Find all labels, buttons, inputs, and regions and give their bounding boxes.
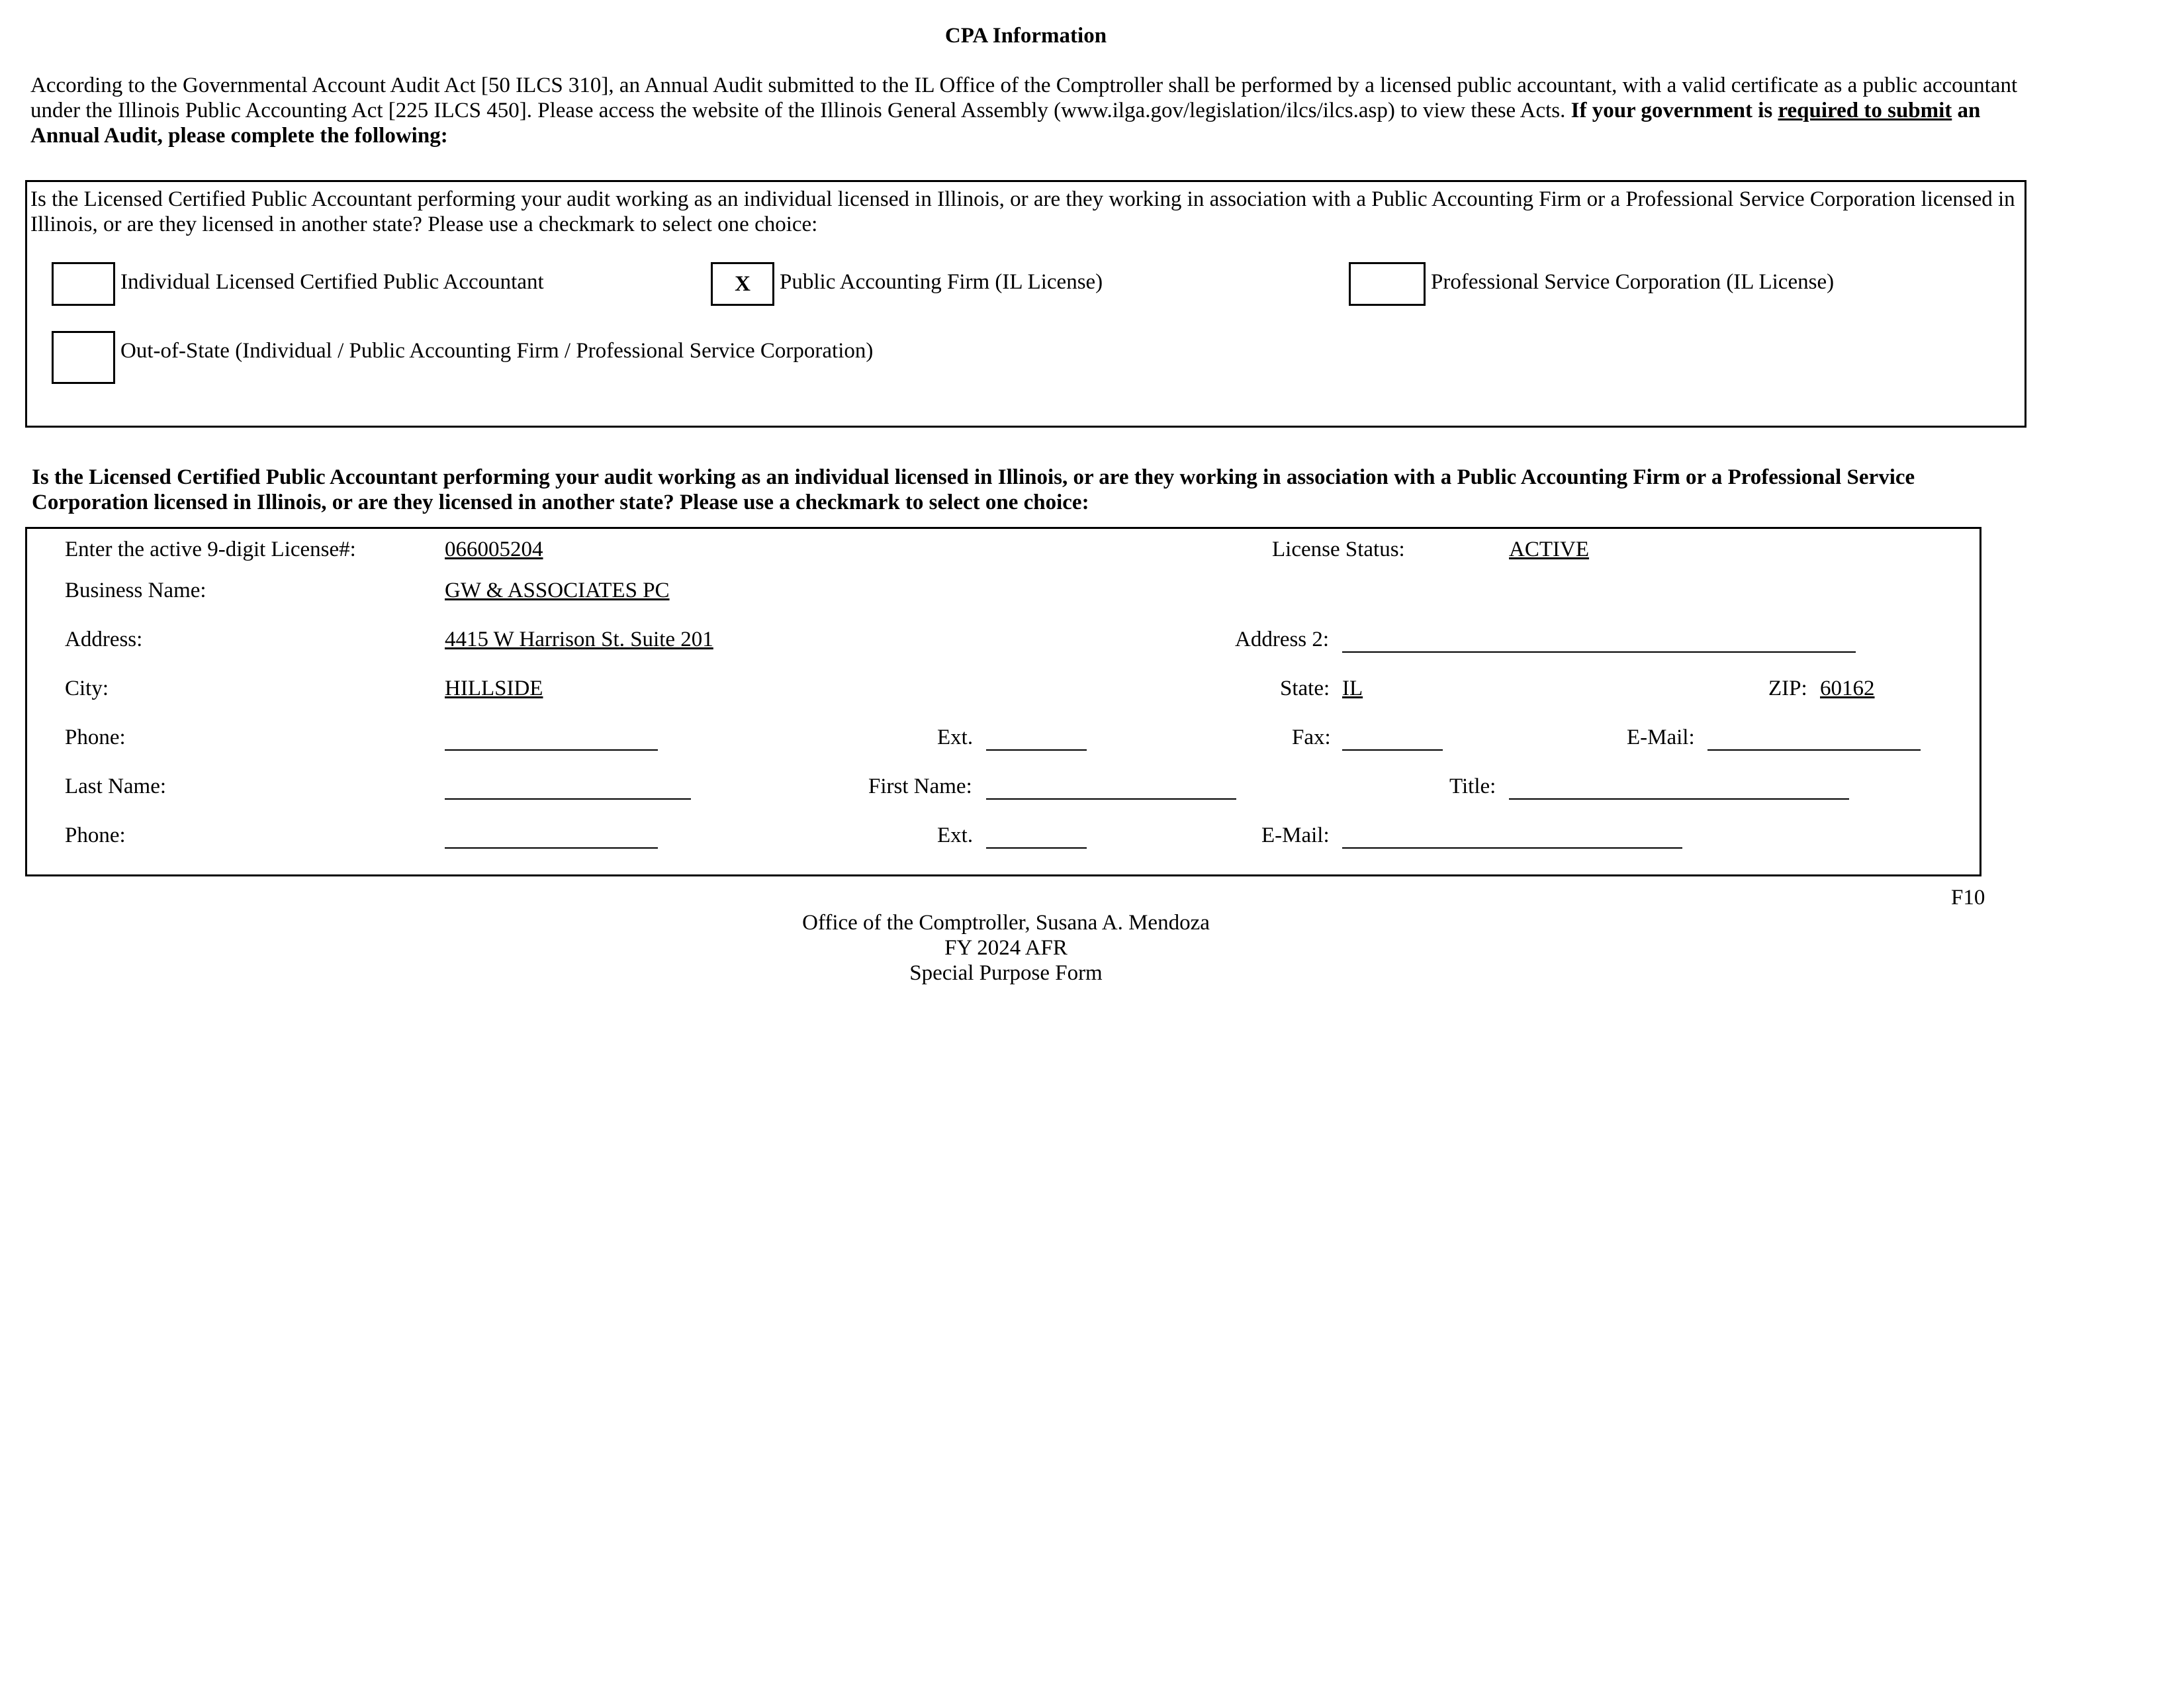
- first-name-label: First Name:: [868, 774, 972, 798]
- intro-bold-1: If your government is: [1570, 99, 1778, 122]
- contact-phone-label: Phone:: [65, 823, 126, 847]
- contact-email-field[interactable]: [1342, 847, 1682, 849]
- page-title: CPA Information: [944, 24, 1107, 48]
- city-value[interactable]: HILLSIDE: [445, 677, 543, 700]
- business-name-value[interactable]: GW & ASSOCIATES PC: [445, 579, 670, 602]
- zip-value[interactable]: 60162: [1820, 677, 1875, 700]
- address2-label: Address 2:: [1235, 628, 1330, 651]
- ext-field[interactable]: [986, 749, 1087, 751]
- checkbox-out-of-state[interactable]: [52, 331, 115, 384]
- zip-label: ZIP:: [1768, 677, 1807, 700]
- license-number-label: Enter the active 9-digit License#:: [65, 538, 356, 561]
- license-number-value[interactable]: 066005204: [445, 538, 543, 561]
- contact-phone-field[interactable]: [445, 847, 658, 849]
- contact-ext-label: Ext.: [937, 823, 974, 847]
- intro-text: According to the Governmental Account Audit Act [50 ILCS 310], an Annual Audit submitted to the IL Office of the Comptroller shall be performed by a licensed public accountant, with a valid certificate as a public accountant under the Illinois Public Accounting Act [225 ILCS 450]. Please access the website of the Illinois General Assembly (www.ilga.gov/legislation/ilcs/ilcs.asp) to view these Acts.: [30, 73, 2018, 122]
- license-type-question: Is the Licensed Certified Public Accountant performing your audit working as an individual licensed in Illinois, or are they working in association with a Public Accounting Firm or a Professional Service Corporation licensed in Illinois, or are they licensed in another state? Please use a checkmark to select one choice:: [30, 187, 2015, 236]
- email-field[interactable]: [1707, 749, 1921, 751]
- choice-professional-service-corp-label: Professional Service Corporation (IL License): [1431, 270, 1835, 294]
- choice-individual-cpa-label: Individual Licensed Certified Public Accountant: [120, 270, 544, 294]
- fax-field[interactable]: [1342, 749, 1443, 751]
- business-name-label: Business Name:: [65, 579, 206, 602]
- cpa-details-question: Is the Licensed Certified Public Accountant performing your audit working as an individual licensed in Illinois, or are they working in association with a Public Accounting Firm or a Professional Service Corporation licensed in Illinois, or are they licensed in another state? Please use a checkmark to select one choice:: [32, 465, 1915, 514]
- last-name-label: Last Name:: [65, 774, 167, 798]
- last-name-field[interactable]: [445, 798, 691, 800]
- intro-paragraph: [30, 73, 2036, 148]
- license-status-value[interactable]: ACTIVE: [1509, 538, 1589, 561]
- email-label: E-Mail:: [1627, 726, 1695, 749]
- footer-form-type: Special Purpose Form: [909, 961, 1103, 985]
- contact-email-label: E-Mail:: [1261, 823, 1330, 847]
- fax-label: Fax:: [1292, 726, 1331, 749]
- intro-bold-2: an Annual Audit, please complete the following:: [30, 99, 1981, 148]
- contact-ext-field[interactable]: [986, 847, 1087, 849]
- cpa-details-box: [25, 527, 1981, 876]
- address-value[interactable]: 4415 W Harrison St. Suite 201: [445, 628, 713, 651]
- state-label: State:: [1280, 677, 1330, 700]
- checkbox-public-accounting-firm[interactable]: X: [711, 262, 774, 306]
- first-name-field[interactable]: [986, 798, 1236, 800]
- intro-bold-underline: required to submit: [1778, 99, 1952, 122]
- title-field[interactable]: [1509, 798, 1849, 800]
- phone-label: Phone:: [65, 726, 126, 749]
- title-label: Title:: [1449, 774, 1496, 798]
- ext-label: Ext.: [937, 726, 974, 749]
- address-label: Address:: [65, 628, 143, 651]
- choice-public-accounting-firm-label: Public Accounting Firm (IL License): [780, 270, 1103, 294]
- license-status-label: License Status:: [1272, 538, 1405, 561]
- footer-office: Office of the Comptroller, Susana A. Mendoza: [802, 911, 1210, 935]
- choice-out-of-state-label: Out-of-State (Individual / Public Accounting Firm / Professional Service Corporation): [120, 339, 874, 363]
- address2-field[interactable]: [1342, 651, 1856, 653]
- state-value[interactable]: IL: [1342, 677, 1363, 700]
- footer-fiscal-year: FY 2024 AFR: [944, 936, 1068, 960]
- city-label: City:: [65, 677, 109, 700]
- phone-field[interactable]: [445, 749, 658, 751]
- page-code: F10: [1951, 886, 1985, 910]
- checkbox-individual-cpa[interactable]: [52, 262, 115, 306]
- checkbox-professional-service-corp[interactable]: [1349, 262, 1426, 306]
